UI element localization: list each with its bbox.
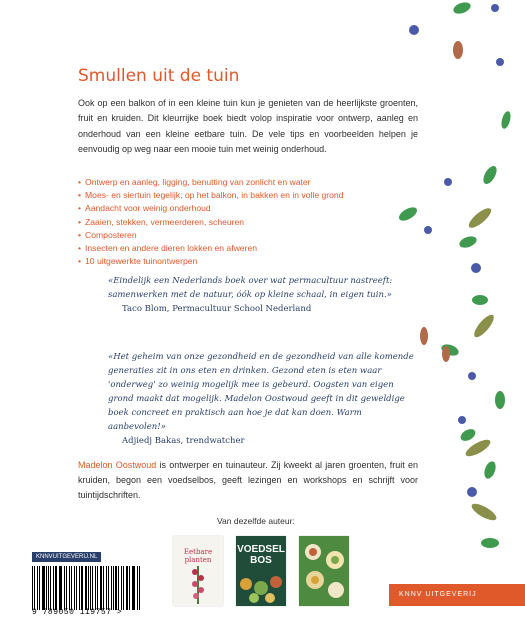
barcode-stripe <box>118 566 119 610</box>
publisher-badge: KNNV UITGEVERIJ <box>389 584 525 606</box>
feature-item: • 10 uitgewerkte tuinontwerpen <box>78 255 343 268</box>
barcode-stripe <box>71 566 72 610</box>
barcode-stripe <box>115 566 116 610</box>
barcode-stripe <box>113 566 114 610</box>
publisher-website: KNNVUITGEVERIJ.NL <box>32 552 101 562</box>
quote-2 <box>108 350 418 448</box>
barcode-stripe <box>132 566 133 610</box>
barcode-stripe <box>137 566 138 610</box>
page-title: Smullen uit de tuin <box>78 66 240 86</box>
barcode-stripe <box>48 566 49 610</box>
feature-item: • Zaaien, stekken, vermeerderen, scheuren <box>78 216 343 229</box>
foxglove-illustration <box>173 536 223 606</box>
quote-text: «Het geheim van onze gezondheid en de gezondheid van alle komende generaties zit in ons eten en drinken. Gezond eten is eten waar 'onderweg' zo weinig mogelijk mee is gebeurd. Oogsten van eigen grond maakt dat mogelijk. Madelon Oostwoud geeft in dit geweldige boek concreet en praktisch aan hoe je dat kan doen. Warm aanbevolen!» <box>108 352 414 432</box>
barcode-stripe <box>32 566 33 610</box>
book-title: VOEDSEL BOS <box>237 544 285 566</box>
barcode-stripe <box>46 566 47 610</box>
forest-illustration <box>236 536 286 606</box>
book-title: Eetbare planten <box>183 548 213 564</box>
barcode-stripe <box>66 566 67 610</box>
barcode-stripe <box>39 566 40 610</box>
feature-item: • Composteren <box>78 229 343 242</box>
barcode-stripe <box>37 566 38 610</box>
feature-item: • Aandacht voor weinig onderhoud <box>78 202 343 215</box>
feature-list <box>78 176 343 268</box>
feature-item: • Ontwerp en aanleg, ligging, benutting van zonlicht en water <box>78 176 343 189</box>
barcode-stripe <box>90 566 91 610</box>
isbn-number: 9 789050 119757 > <box>32 608 123 617</box>
quote-text: «Eindelijk een Nederlands boek over wat permacultuur nastreeft: samenwerken met de natuur, óók op kleine schaal, in eigen tuin.» <box>108 276 393 300</box>
intro-paragraph: Ook op een balkon of in een kleine tuin kun je genieten van de heerlijkste groenten, fruit en kruiden. Dit kleurrijke boek biedt volop inspiratie voor ontwerp, aanleg en onderhoud van een kleine eetbare tuin. De vele tips en voorbeelden helpen je eenvoudig op weg naar een mooie tuin met weinig onderhoud. <box>78 98 418 155</box>
barcode-stripe <box>59 566 60 610</box>
barcode-stripe <box>92 566 93 610</box>
barcode-stripe <box>53 566 54 610</box>
barcode-stripe <box>108 566 109 610</box>
barcode-stripe <box>79 566 80 610</box>
barcode-stripe <box>123 566 124 610</box>
barcode-stripe <box>85 566 86 610</box>
book-thumbnails <box>173 536 349 606</box>
book-cover-voedselbos <box>236 536 286 606</box>
barcode <box>32 566 142 610</box>
barcode-stripe <box>111 566 112 610</box>
quote-1 <box>108 274 418 316</box>
quote-author: Taco Blom, Permacultuur School Nederland <box>122 304 312 314</box>
barcode-stripe <box>64 566 65 610</box>
barcode-stripe <box>55 566 56 610</box>
barcode-stripe <box>133 566 134 610</box>
barcode-stripe <box>42 566 44 610</box>
feature-item: • Insecten en andere dieren lokken en afweren <box>78 242 343 255</box>
dishes-illustration <box>299 536 349 606</box>
barcode-stripe <box>129 566 130 610</box>
barcode-stripe <box>81 566 83 610</box>
barcode-stripe <box>121 566 122 610</box>
feature-item: • Moes- en siertuin tegelijk; op het balkon, in bakken en in volle grond <box>78 189 343 202</box>
author-bio <box>78 458 418 503</box>
barcode-stripe <box>88 566 89 610</box>
barcode-stripe <box>76 566 77 610</box>
barcode-stripe <box>34 566 35 610</box>
book-cover-third <box>299 536 349 606</box>
author-bio-text: is ontwerper en tuinauteur. Zij kweekt al jaren groenten, fruit en kruiden, begon een voedselbos, geeft lezingen en workshops en schrijft voor tuintijdschriften. <box>78 460 418 500</box>
barcode-block <box>32 545 142 617</box>
barcode-stripe <box>103 566 104 610</box>
barcode-stripe <box>100 566 102 610</box>
quote-author: Adjiedj Bakas, trendwatcher <box>122 436 245 446</box>
barcode-stripe <box>139 566 140 610</box>
also-by-label: Van dezelfde auteur: <box>217 516 295 526</box>
barcode-stripe <box>97 566 98 610</box>
barcode-stripe <box>69 566 70 610</box>
barcode-stripe <box>50 566 51 610</box>
barcode-stripe <box>95 566 96 610</box>
barcode-stripe <box>60 566 62 610</box>
barcode-stripe <box>126 566 128 610</box>
author-name: Madelon Oostwoud <box>78 460 157 470</box>
barcode-stripe <box>74 566 75 610</box>
book-cover-eetbare-planten <box>173 536 223 606</box>
barcode-stripe <box>106 566 107 610</box>
